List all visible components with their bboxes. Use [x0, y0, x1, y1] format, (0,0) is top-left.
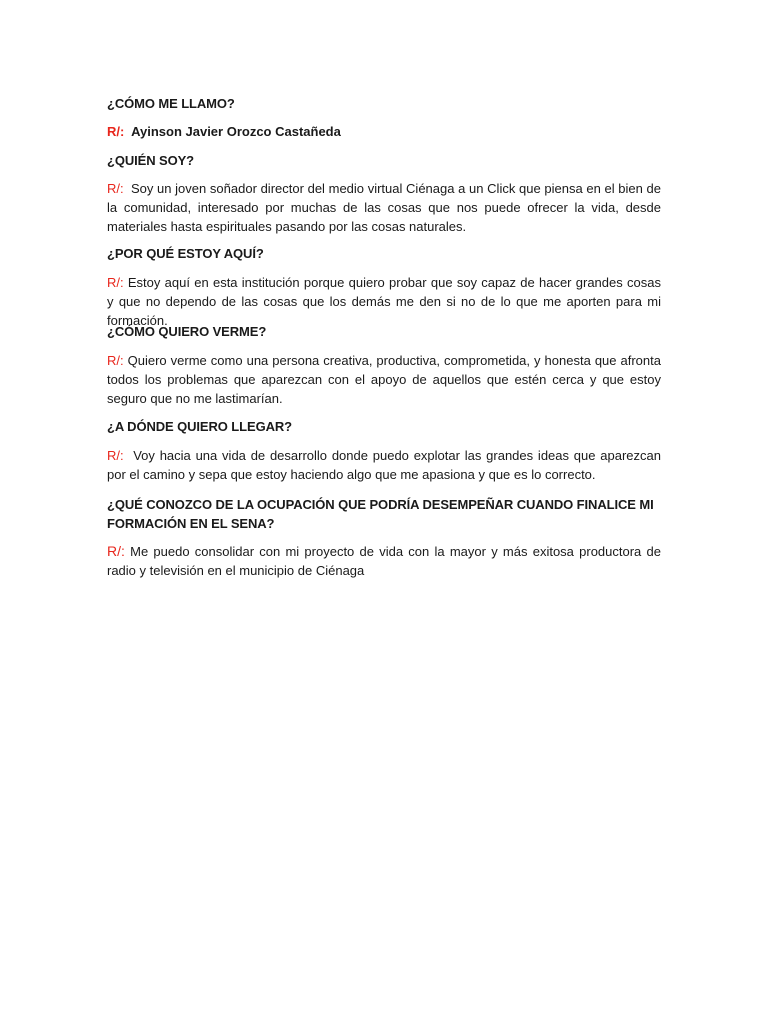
question-block-1 [107, 94, 661, 113]
answer-marker: R/: [107, 543, 125, 559]
answer-text: Voy hacia una vida de desarrollo donde puedo explotar las grandes ideas que aparezcan por el camino y sepa que estoy haciendo algo que me apasiona y que es lo correcto. [107, 448, 661, 483]
answer-marker: R/: [107, 275, 124, 290]
answer-block-6 [107, 542, 661, 580]
answer-text: Ayinson Javier Orozco Castañeda [131, 124, 341, 139]
answer-marker: R/: [107, 181, 124, 196]
question-block-5 [107, 417, 661, 436]
answer-paragraph [107, 542, 661, 580]
answer-marker: R/: [107, 124, 125, 139]
answer-paragraph [107, 446, 661, 484]
question-block-2 [107, 151, 661, 170]
question-block-3 [107, 244, 661, 263]
answer-block-1 [107, 122, 661, 141]
answer-text: Quiero verme como una persona creativa, productiva, comprometida, y honesta que afronta todos los problemas que aparezcan con el apoyo de aquellos que estén cerca y que estoy seguro que no me lastimarían. [107, 353, 661, 407]
answer-block-2 [107, 179, 661, 237]
answer-marker: R/: [107, 353, 124, 368]
answer-text: Estoy aquí en esta institución porque quiero probar que soy capaz de hacer grandes cosas y que no dependo de las cosas que los demás me den si no de lo que me aporten para mi formación. [107, 275, 661, 329]
question-heading: ¿QUÉ CONOZCO DE LA OCUPACIÓN QUE PODRÍA DESEMPEÑAR CUANDO FINALICE MI FORMACIÓN EN EL SENA? [107, 497, 654, 531]
answer-paragraph [107, 122, 661, 141]
answer-paragraph [107, 179, 661, 237]
answer-block-5 [107, 446, 661, 484]
answer-block-4 [107, 351, 661, 409]
answer-marker: R/: [107, 448, 124, 463]
question-heading: ¿CÓMO ME LLAMO? [107, 96, 235, 111]
question-heading: ¿A DÓNDE QUIERO LLEGAR? [107, 419, 292, 434]
question-heading: ¿QUIÉN SOY? [107, 153, 195, 168]
question-heading: ¿CÓMO QUIERO VERME? [107, 324, 267, 339]
answer-paragraph [107, 351, 661, 409]
answer-text: Me puedo consolidar con mi proyecto de vida con la mayor y más exitosa productora de radio y televisión en el municipio de Ciénaga [107, 544, 661, 579]
question-block-4 [107, 322, 661, 341]
question-heading: ¿POR QUÉ ESTOY AQUÍ? [107, 246, 264, 261]
question-block-6 [107, 495, 661, 533]
answer-text: Soy un joven soñador director del medio virtual Ciénaga a un Click que piensa en el bien de la comunidad, interesado por muchas de las cosas que nos puede ofrecer la vida, desde materiales hasta espirituales pasando por las cosas naturales. [107, 181, 661, 235]
